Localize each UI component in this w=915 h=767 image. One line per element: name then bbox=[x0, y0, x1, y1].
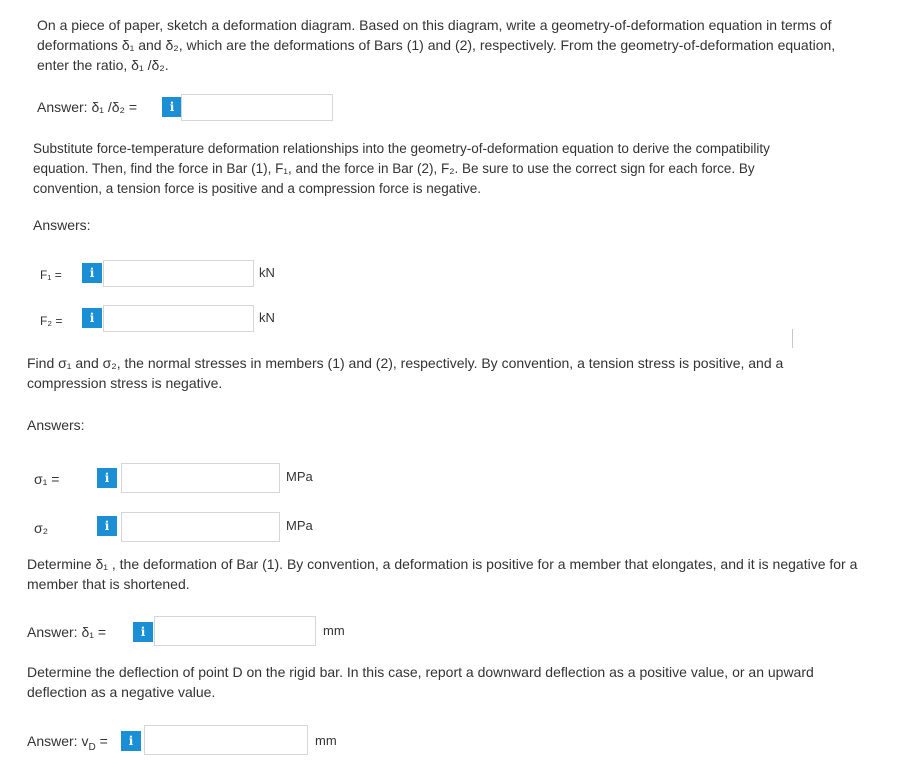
info-icon[interactable]: i bbox=[82, 308, 102, 328]
f2-input[interactable] bbox=[103, 305, 254, 332]
q1-prompt: On a piece of paper, sketch a deformation diagram. Based on this diagram, write a geometry-of-deformation equation in terms of deformations δ₁ and δ₂, which are the deformations of Bars (1) and (2), respectively. From the geometry-of-deformation equation, enter the ratio, δ₁ /δ₂. bbox=[37, 17, 836, 73]
delta1-input[interactable] bbox=[154, 616, 316, 646]
f1-label: F₁ = bbox=[40, 268, 62, 282]
info-icon[interactable]: i bbox=[121, 731, 141, 751]
q5-answer-subscript: D bbox=[88, 741, 96, 753]
q5-answer-text: Answer: v bbox=[27, 733, 89, 749]
q4-prompt: Determine δ₁ , the deformation of Bar (1). By convention, a deformation is positive for a member that elongates, and it is negative for a member that is shortened. bbox=[27, 556, 858, 592]
q3-answers-heading: Answers: bbox=[27, 417, 85, 433]
q5-answer-label bbox=[27, 732, 108, 757]
q5-answer-equals: = bbox=[95, 733, 108, 749]
deflection-input[interactable] bbox=[144, 725, 308, 755]
sigma1-input[interactable] bbox=[121, 463, 280, 493]
sigma2-label: σ₂ bbox=[34, 520, 49, 536]
f2-unit: kN bbox=[259, 310, 275, 325]
q2-answers-heading: Answers: bbox=[33, 217, 91, 233]
f1-unit: kN bbox=[259, 265, 275, 280]
sigma1-label: σ₁ = bbox=[34, 471, 60, 487]
info-icon[interactable]: i bbox=[97, 468, 117, 488]
info-icon[interactable]: i bbox=[133, 622, 153, 642]
q3-prompt: Find σ₁ and σ₂, the normal stresses in members (1) and (2), respectively. By convention, a tension stress is positive, and a compression stress is negative. bbox=[27, 355, 784, 391]
sigma1-unit: MPa bbox=[286, 469, 313, 484]
f2-label: F₂ = bbox=[40, 314, 63, 328]
info-icon[interactable]: i bbox=[97, 516, 117, 536]
q5-prompt: Determine the deflection of point D on the rigid bar. In this case, report a downward deflection as a positive value, or an upward deflection as a negative value. bbox=[27, 664, 814, 700]
q4-answer-label: Answer: δ₁ = bbox=[27, 624, 107, 640]
divider bbox=[792, 329, 793, 348]
info-icon[interactable]: i bbox=[162, 97, 182, 117]
q1-answer-label: Answer: δ₁ /δ₂ = bbox=[37, 99, 138, 115]
sigma2-unit: MPa bbox=[286, 518, 313, 533]
info-icon[interactable]: i bbox=[82, 263, 102, 283]
ratio-input[interactable] bbox=[181, 94, 333, 121]
deflection-unit: mm bbox=[315, 733, 337, 748]
f1-input[interactable] bbox=[103, 260, 254, 287]
sigma2-input[interactable] bbox=[121, 512, 280, 542]
delta1-unit: mm bbox=[323, 623, 345, 638]
q2-prompt: Substitute force-temperature deformation relationships into the geometry-of-deformation equation to derive the compatibility equation. Then, find the force in Bar (1), F₁, and the force in Bar (2), F₂. Be sure to use the correct sign for each force. By convention, a tension force is positive and a compression force is negative. bbox=[33, 141, 770, 196]
